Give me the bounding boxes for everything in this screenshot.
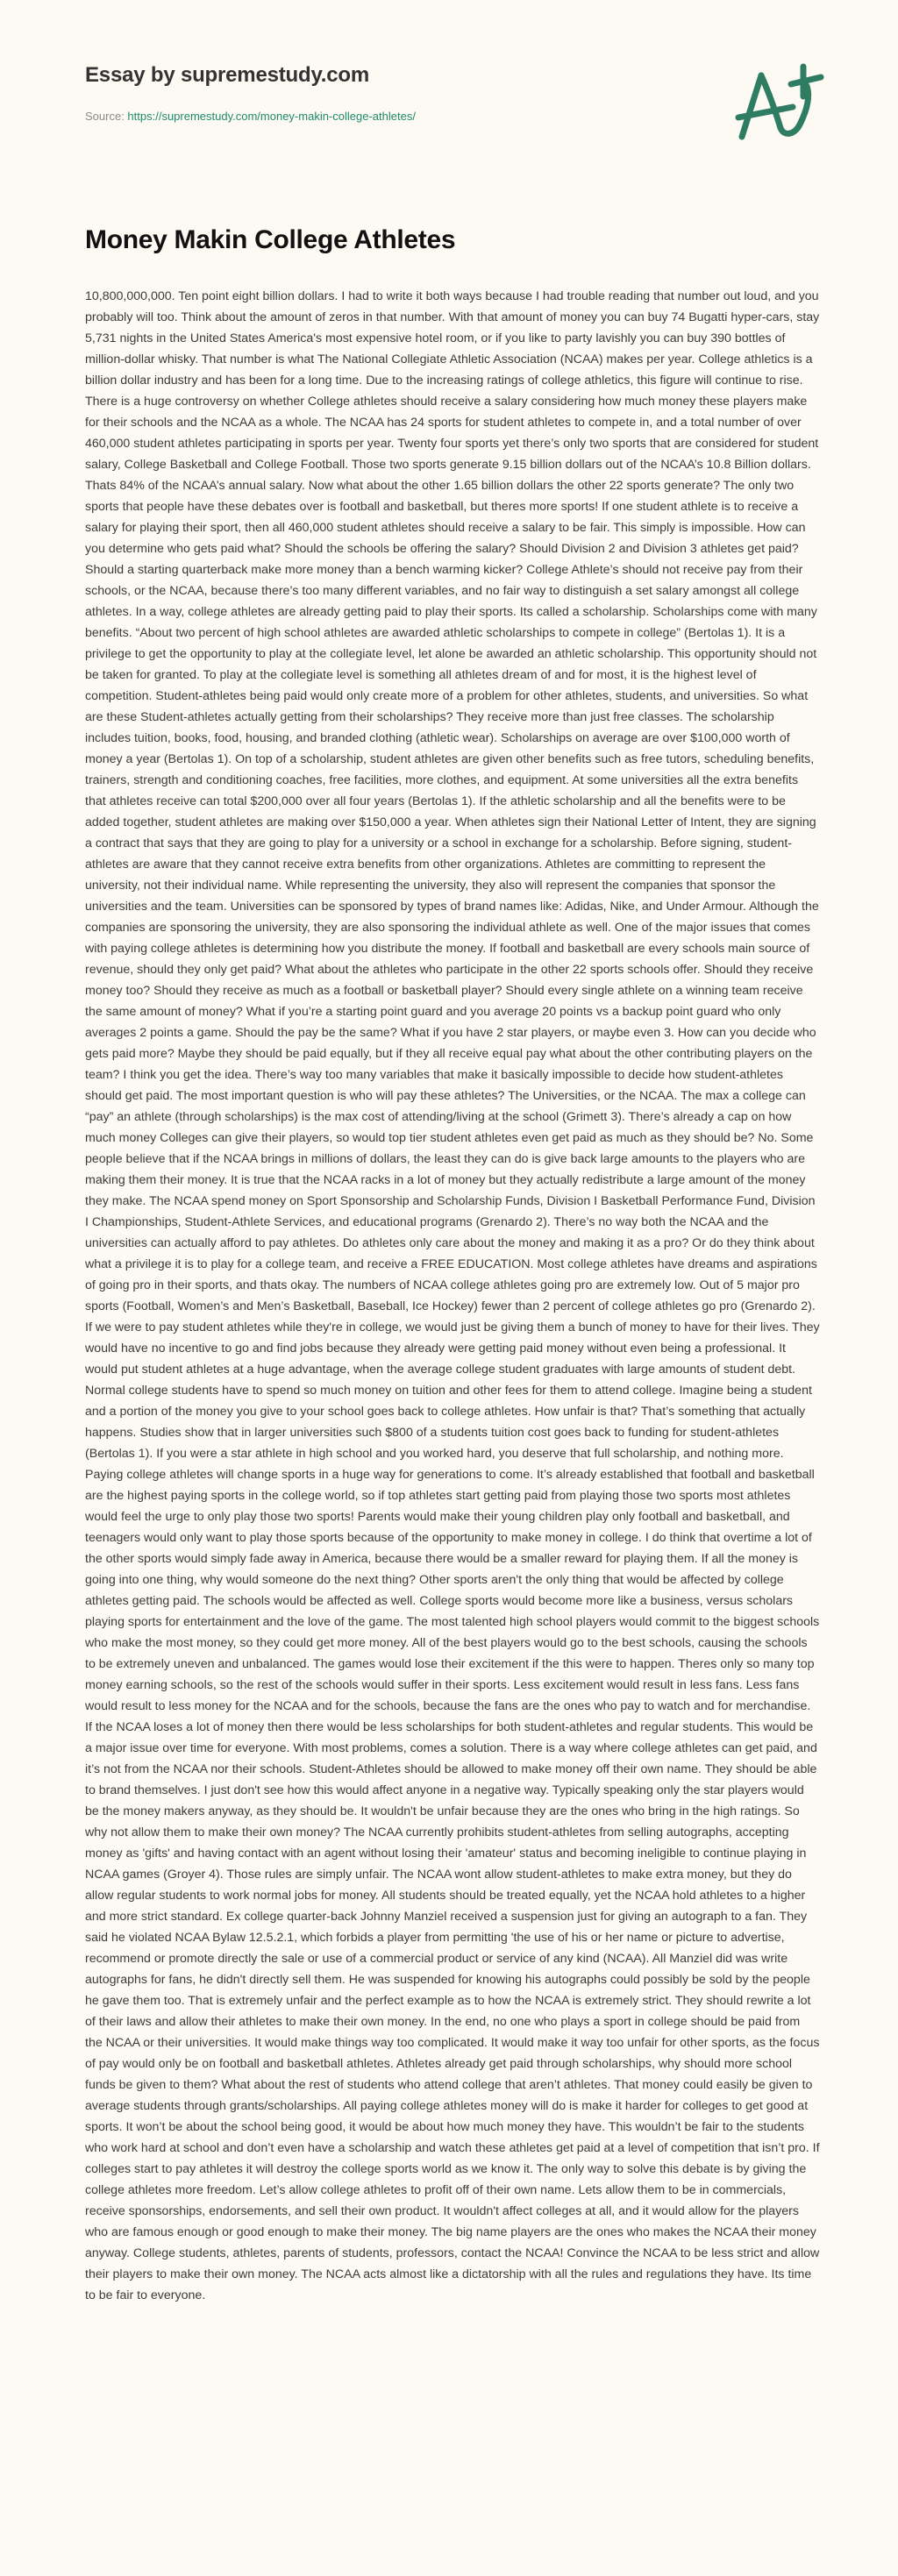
- page-header: [0, 0, 898, 210]
- source-line: [85, 110, 416, 123]
- source-link[interactable]: https://supremestudy.com/money-makin-college-athletes/: [127, 110, 416, 123]
- article-body: 10,800,000,000. Ten point eight billion dollars. I had to write it both ways because I had trouble reading that number out loud, and you probably will too. Think about the amount of zeros in that number. With that amount of money you can buy 74 Bugatti hyper-cars, stay 5,731 nights in the United States America's most expensive hotel room, or if you like to party lavishly you can buy 390 bottles of million-dollar whisky. That number is what The National Collegiate Athletic Association (NCAA) makes per year. College athletics is a billion dollar industry and has been for a long time. Due to the increasing ratings of college athletics, this figure will continue to rise. There is a huge controversy on whether College athletes should receive a salary considering how much money these players make for their schools and the NCAA as a whole. The NCAA has 24 sports for student athletes to compete in, and a total number of over 460,000 student athletes participating in sports per year. Twenty four sports yet there’s only two sports that are considered for student salary, College Basketball and College Football. Those two sports generate 9.15 billion dollars out of the NCAA’s 10.8 Billion dollars. Thats 84% of the NCAA’s annual salary. Now what about the other 1.65 billion dollars the other 22 sports generate? The only two sports that people have these debates over is football and basketball, but theres more sports! If one student athlete is to receive a salary for playing their sport, then all 460,000 student athletes should receive a salary to be fair. This simply is impossible. How can you determine who gets paid what? Should the schools be offering the salary? Should Division 2 and Division 3 athletes get paid? Should a starting quarterback make more money than a bench warming kicker? College Athlete’s should not receive pay from their schools, or the NCAA, because there’s too many different variables, and no fair way to distinguish a set salary amongst all college athletes. In a way, college athletes are already getting paid to play their sports. Its called a scholarship. Scholarships come with many benefits. “About two percent of high school athletes are awarded athletic scholarships to compete in college” (Bertolas 1). It is a privilege to get the opportunity to play at the collegiate level, let alone be awarded an athletic scholarship. This opportunity should not be taken for granted. To play at the collegiate level is something all athletes dream of and for most, it is the highest level of competition. Student-athletes being paid would only create more of a problem for other athletes, students, and universities. So what are these Student-athletes actually getting from their scholarships? They receive more than just free classes. The scholarship includes tuition, books, food, housing, and branded clothing (athletic wear). Scholarships on average are over $100,000 worth of money a year (Bertolas 1). On top of a scholarship, student athletes are given other benefits such as free tutors, scheduling benefits, trainers, strength and conditioning coaches, free facilities, more clothes, and equipment. At some universities all the extra benefits that athletes receive can total $200,000 over all four years (Bertolas 1). If the athletic scholarship and all the benefits were to be added together, student athletes are making over $150,000 a year. When athletes sign their National Letter of Intent, they are signing a contract that says that they are going to play for a university or a school in exchange for a scholarship. Before signing, student-athletes are aware that they cannot receive extra benefits from other organizations. Athletes are committing to represent the university, not their individual name. While representing the university, they also will represent the companies that sponsor the universities and the team. Universities can be sponsored by types of brand names like: Adidas, Nike, and Under Armour. Although the companies are sponsoring the university, they are also sponsoring the individual athlete as well. One of the major issues that comes with paying college athletes is determining how you distribute the money. If football and basketball are every schools main source of revenue, should they only get paid? What about the athletes who participate in the other 22 sports schools offer. Should they receive money too? Should they receive as much as a football or basketball player? Should every single athlete on a winning team receive the same amount of money? What if you’re a starting point guard and you average 20 points vs a backup point guard who only averages 2 points a game. Should the pay be the same? What if you have 2 star players, or maybe even 3. How can you decide who gets paid more? Maybe they should be paid equally, but if they all receive equal pay what about the other contributing players on the team? I think you get the idea. There’s way too many variables that make it basically impossible to decide how student-athletes should get paid. The most important question is who will pay these athletes? The Universities, or the NCAA. The max a college can “pay” an athlete (through scholarships) is the max cost of attending/living at the school (Grimett 3). There’s already a cap on how much money Colleges can give their players, so would top tier student athletes even get paid as much as they should be? No. Some people believe that if the NCAA brings in millions of dollars, the least they can do is give back large amounts to the players who are making them their money. It is true that the NCAA racks in a lot of money but they actually redistribute a large amount of the money they make. The NCAA spend money on Sport Sponsorship and Scholarship Funds, Division I Basketball Performance Fund, Division I Championships, Student-Athlete Services, and educational programs (Grenardo 2). There’s no way both the NCAA and the universities can actually afford to pay athletes. Do athletes only care about the money and making it as a pro? Or do they think about what a privilege it is to play for a college team, and receive a FREE EDUCATION. Most college athletes have dreams and aspirations of going pro in their sports, and thats okay. The numbers of NCAA college athletes going pro are extremely low. Out of 5 major pro sports (Football, Women’s and Men’s Basketball, Baseball, Ice Hockey) fewer than 2 percent of college athletes go pro (Grenardo 2). If we were to pay student athletes while they're in college, we would just be giving them a bunch of money to have for their lives. They would have no incentive to go and find jobs because they already were getting paid money without even being a professional. It would put student athletes at a huge advantage, when the average college student graduates with large amounts of student debt. Normal college students have to spend so much money on tuition and other fees for them to attend college. Imagine being a student and a portion of the money you give to your school goes back to college athletes. How unfair is that? That’s something that actually happens. Studies show that in larger universities such $800 of a students tuition cost goes back to funding for student-athletes (Bertolas 1). If you were a star athlete in high school and you worked hard, you deserve that full scholarship, and nothing more. Paying college athletes will change sports in a huge way for generations to come. It’s already established that football and basketball are the highest paying sports in the college world, so if top athletes start getting paid from playing those two sports most athletes would feel the urge to only play those two sports! Parents would make their young children play only football and basketball, and teenagers would only want to play those sports because of the opportunity to make money in college. I do think that overtime a lot of the other sports would simply fade away in America, because there would be a smaller reward for playing them. If all the money is going into one thing, why would someone do the next thing? Other sports aren't the only thing that would be affected by college athletes getting paid. The schools would be affected as well. College sports would become more like a business, versus scholars playing sports for entertainment and the love of the game. The most talented high school players would commit to the biggest schools who make the most money, so they could get more money. All of the best players would go to the best schools, causing the schools to be extremely uneven and unbalanced. The games would lose their excitement if the this were to happen. Theres only so many top money earning schools, so the rest of the schools would suffer in their sports. Less excitement would result in less fans. Less fans would result to less money for the NCAA and for the schools, because the fans are the ones who pay to watch and for merchandise. If the NCAA loses a lot of money then there would be less scholarships for both student-athletes and regular students. This would be a major issue over time for everyone. With most problems, comes a solution. There is a way where college athletes can get paid, and it’s not from the NCAA nor their schools. Student-Athletes should be allowed to make money off their own name. They should be able to brand themselves. I just don't see how this would affect anyone in a negative way. Typically speaking only the star players would be the money makers anyway, as they should be. It wouldn't be unfair because they are the ones who bring in the high ratings. So why not allow them to make their own money? The NCAA currently prohibits student-athletes from selling autographs, accepting money as 'gifts' and having contact with an agent without losing their 'amateur' status and becoming ineligible to continue playing in NCAA games (Groyer 4). Those rules are simply unfair. The NCAA wont allow student-athletes to make extra money, but they do allow regular students to work normal jobs for money. All students should be treated equally, yet the NCAA hold athletes to a higher and more strict standard. Ex college quarter-back Johnny Manziel received a suspension just for giving an autograph to a fan. They said he violated NCAA Bylaw 12.5.2.1, which forbids a player from permitting 'the use of his or her name or picture to advertise, recommend or promote directly the sale or use of a commercial product or service of any kind (NCAA). All Manziel did was write autographs for fans, he didn't directly sell them. He was suspended for knowing his autographs could possibly be sold by the people he gave them too. That is extremely unfair and the perfect example as to how the NCAA is extremely strict. They should rewrite a lot of their laws and allow their athletes to make their own money. In the end, no one who plays a sport in college should be paid from the NCAA or their universities. It would make things way too complicated. It would make it way too unfair for other sports, as the focus of pay would only be on football and basketball athletes. Athletes already get paid through scholarships, why should more school funds be given to them? What about the rest of students who attend college that aren’t athletes. That money could easily be given to average students through grants/scholarships. All paying college athletes money will do is make it harder for colleges to get good at sports. It won’t be about the school being good, it would be about how much money they have. This wouldn’t be fair to the students who work hard at school and don’t even have a scholarship and watch these athletes get paid at a level of competition that isn’t pro. If colleges start to pay athletes it will destroy the college sports world as we know it. The only way to solve this debate is by giving the college athletes more freedom. Let’s allow college athletes to profit off of their own name. Lets allow them to be in commercials, receive sponsorships, endorsements, and sell their own product. It wouldn't affect colleges at all, and it would allow for the players who are famous enough or good enough to make their money. The big name players are the ones who makes the NCAA their money anyway. College students, athletes, parents of students, professors, contact the NCAA! Convince the NCAA to be less strict and allow their players to make their own money. The NCAA acts almost like a dictatorship with all the rules and regulations they have. Its time to be fair to everyone.: [85, 289, 820, 2302]
- article: [85, 219, 820, 2306]
- article-title: Money Makin College Athletes: [85, 225, 456, 254]
- a-plus-grade-icon: [726, 56, 831, 147]
- source-label: Source:: [85, 110, 128, 123]
- site-title: Essay by supremestudy.com: [85, 63, 370, 87]
